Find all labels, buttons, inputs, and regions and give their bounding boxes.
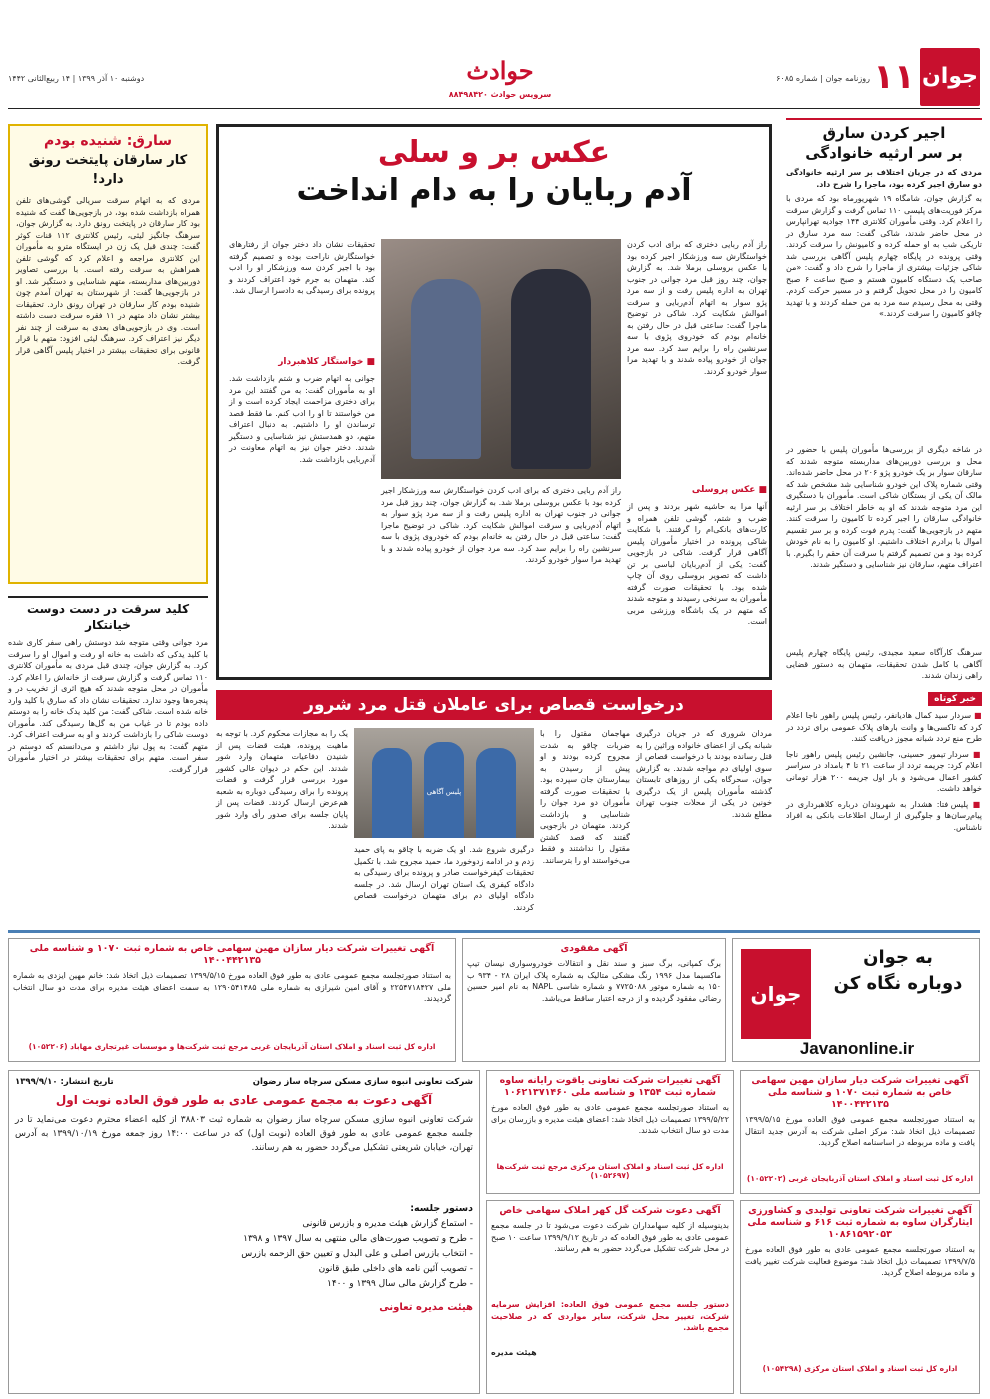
ad-davat-rezvan [8, 1070, 480, 1394]
brief-item: ■ سردار سید کمال هادیانفر، رئیس پلیس راهور ناجا اعلام کرد که تاکسی‌ها و وانت بارهای پلاک عمومی برای تردد در طرح منع تردد شبانه مجوز دریافت کنند. [786, 711, 982, 743]
ad-date: تاریخ انتشار: ۱۳۹۹/۹/۱۰ [15, 1077, 114, 1087]
story-kelid-serqat [8, 596, 208, 926]
issue-info: روزنامه جوان | شماره ۶۰۸۵ [776, 74, 870, 83]
agenda-item: - انتخاب بازرس اصلی و علی البدل و تعیین حق الزحمه بازرس [241, 1249, 473, 1259]
story-body: مردی که به اتهام سرقت سریالی گوشی‌های تلفن همراه بازداشت شده بود، در بازجویی‌ها گفت که شنیده بود کار سارقان در پایتخت رونق دارد. به گزارش جوان، سرهنگ جانگیز لیثی، رئیس کلانتری ۱۱۲ قنات کوثر گفت: چندی قبل یک زن در ایستگاه مترو به مأموران این کلانتری مراجعه و اعلام کرد که گوشی تلفن همراهش به سرقت رفته است. با بررسی تصاویر دوربین‌های مداربسته، متهم شناسایی و دستگیر شد. او در بازجویی‌ها گفت: از شهرستان به تهران آمدم چون شنیده بودم کار سارقان در تهران رونق دارد. تحقیقات بیشتر نشان داد متهم در ۱۱ فقره سرقت دست داشته است. وی در بازجویی‌های بعدی به سرقت از چند نفر دیگر نیز اعتراف کرد. سرهنگ لیثی افزود: متهم با قرار قانونی برای تحقیقات بیشتر در اختیار پلیس آگاهی قرار گرفت. [16, 196, 201, 366]
story-qesas [216, 690, 772, 926]
ad-title: آگهی تغییرات شرکت دیار سازان مهین سهامی خاص به شماره ثبت ۱۰۷۰ و شناسه ملی ۱۴۰۰۴۴۲۱۳۵ [751, 1075, 969, 1110]
headline-line1: عکس بر و سلی [377, 135, 611, 170]
ad-agenda-list [15, 1217, 473, 1292]
ad-footer: اداره کل ثبت اسناد و املاک استان آذربایجان غربی مرجع ثبت شرکت‌ها و موسسات غیرتجاری مهاباد (۱۰۵۲۲۰۶) [28, 1042, 436, 1051]
brief-item: ■ پلیس فتا: هشدار به شهروندان درباره کلاهبرداری در پیام‌رسان‌ها و جلوگیری از ارسال اطلاعات بانکی به افراد ناشناس. [786, 799, 982, 832]
story-col-1: راز آدم ربایی دختری که برای ادب کردن خواستگارش سه ورزشکار اجیر کرده بود با عکس بروسلی برملا شد. به گزارش جوان، چند روز قبل مرد جوانی در جنوب تهران به اداره پلیس رفت و از سه مرد پژو سوار به اتهام آدم‌ربایی و سرقت اموالش شکایت کرد. شاکی در توضیح ماجرا گفت: ساعتی قبل در حال رفتن به خانه‌ام بودم که خودروی پژوی با سه سرنشین راه را برایم سد کرد. سه مرد جوان از خودرو پیاده شدند و با تهدید مرا سوار خودرو کردند. [627, 240, 767, 376]
story-col-4: یک را به مجازات محکوم کرد. با توجه به ماهیت پرونده، هیئت قضات پس از شنیدن دفاعیات متهمان وارد شور شدند. این حکم در دیوان عالی کشور مورد بررسی قرار گرفت و قضات پرونده را برای رسیدگی دوباره به شعبه هم‌عرض ارسال کردند. قضات پس از پایان جلسه برای صدور رأی وارد شور شدند. [216, 729, 348, 830]
agenda-item: - استماع گزارش هیئت مدیره و بازرس قانونی [302, 1219, 473, 1229]
ad-agenda-title: دستور جلسه: [410, 1203, 473, 1214]
promo-text: به جوان دوباره نگاه کن [833, 947, 963, 994]
agenda-item: - طرح گزارش مالی سال ۱۳۹۹ و ۱۴۰۰ [327, 1279, 473, 1289]
ad-title: آگهی تغییرات شرکت تعاونی یاقوت رایانه ساوه شماره ثبت ۱۳۵۴ و شناسه ملی ۱۰۶۲۱۳۷۱۴۶۰ [499, 1075, 721, 1098]
ad-header [15, 1077, 473, 1087]
story-col-3: جوانی به اتهام ضرب و شتم بازداشت شد. او به مأموران گفت: به من گفتند این مرد برای دختری مزاحمت ایجاد کرده است و از من خواستند تا او را ادب کنم. ما فقط قصد ترساندن او را داشتیم. به دنبال اعتراف متهم، دو همدستش نیز شناسایی و دستگیر شدند. دختر جوان نیز به اتهام معاونت در آدم‌ربایی بازداشت شد. [229, 374, 375, 464]
agenda-item: - طرح و تصویب صورت‌های مالی منتهی به سال ۱۳۹۷ و ۱۳۹۸ [243, 1234, 473, 1244]
page-number: ۱۱ [873, 57, 915, 97]
ad-title: آگهی مفقودی [560, 943, 628, 954]
story-title-line1: اجیر کردن سارق [822, 124, 946, 142]
story-title-line2: بر سر ارثیه خانوادگی [805, 144, 963, 162]
story-saregh-paytakht [8, 124, 208, 584]
story-body-2: در شاخه دیگری از بررسی‌ها مأموران پلیس با حضور در محل و بررسی دوربین‌های مداربسته متوجه شدند که سارقان سوار بر یک خودرو پژو ۲۰۶ در محل حاضر شده‌اند. وقتی شماره پلاک این خودرو شناسایی شد مشخص شد که مالک آن یکی از بستگان شاکی است. مأموران با دستگیری این مرد متوجه شدند که او به خاطر اختلاف بر سر ارثیه خانوادگی سارقان را اجیر کرده تا کامیون را سرقت کنند. متهم در بازجویی‌ها گفت: پدرم فوت کرده و بر سر تقسیم اموال با برادرم اختلاف داشتیم. او کامیون را به نام خودش کرده بود و من تصمیم گرفتم با سرقت آن حقم را بگیرم. با اعتراف متهم، سارقان نیز شناسایی و دستگیر شدند. [786, 445, 982, 569]
story-photo [381, 239, 621, 479]
header-divider [8, 108, 980, 109]
ad-title: آگهی دعوت شرکت گل کهر املاک سهامی خاص [499, 1205, 721, 1216]
ad-davat-golkahar [486, 1200, 734, 1394]
ad-company: شرکت تعاونی انبوه سازی مسکن سرچاه ساز رضوان [252, 1077, 473, 1087]
section-title: حوادث [466, 56, 534, 85]
story-title: درخواست قصاص برای عاملان قتل مرد شرور [216, 690, 772, 720]
story-col-2: مهاجمان مقتول را با ضربات چاقو به شدت مجروح کرده بودند و او پیش از رسیدن به بیمارستان جان سپرده بود. با تحقیقات صورت گرفته مأموران دو مرد جوان را شناسایی و بازداشت کردند. متهمان در بازجویی گفتند که قصد کشتن مقتول را نداشتند و فقط می‌خواستند او را بترسانند. [540, 729, 630, 865]
story-subhead: ■ خواستگار کلاهبردار [278, 357, 375, 367]
ad-sign: هیئت مدیره تعاونی [379, 1302, 473, 1313]
story-title: کلید سرقت در دست دوست خیانتکار [8, 596, 208, 633]
photo-caption: ■ عکس پروسلی [691, 485, 767, 495]
ad-body: به استناد صورتجلسه مجمع عمومی عادی به طور فوق العاده مورخ ۱۳۹۹/۷/۵ تصمیمات ذیل اتخاذ شد: موضوع فعالیت شرکت تغییر یافت و ماده مربوطه اصلاح گردید. [745, 1245, 975, 1277]
story-headline [279, 135, 709, 211]
promo-url[interactable]: Javanonline.ir [799, 1039, 915, 1058]
ad-agenda: دستور جلسه مجمع عمومی فوق العاده: افزایش سرمایه شرکت، تغییر محل شرکت، سایر مواردی که در صلاحیت مجمع باشد. [491, 1300, 729, 1332]
story-body-1: به گزارش جوان، شامگاه ۱۹ شهریورماه بود که مردی با مرکز فوریت‌های پلیسی ۱۱۰ تماس گرفت و گزارش سرقت را اعلام کرد. وقتی مأموران کلانتری ۱۴۴ جوادیه تهرانپارس در محل حاضر شدند، شاکی گفت: سه مرد سارق در تاریکی شب به او حمله کرده و کامیونش را سرقت کردند. وقتی پرونده در پایگاه چهارم پلیس آگاهی بررسی شد شاکی جزئیات بیشتری از ماجرا را شرح داد و گفت: «من صاحب یک دستگاه کامیون هستم و صبح ساعت ۶ صبح کامیون را در محل تحویل گرفتم و در مسیر حرکت کردم. وقتی به محل رسیدم سه مرد به من حمله کردند و با تهدید چاقو کامیون را سرقت کردند.» [786, 194, 983, 318]
story-title-line2: کار سارقان پایتخت رونق دارد! [28, 153, 188, 187]
story-bruce-lee-box [216, 124, 772, 680]
story-col-2: راز آدم ربایی دختری که برای ادب کردن خواستگارش سه ورزشکار اجیر کرده بود با عکس بروسلی برملا شد. به گزارش جوان، چند روز قبل مرد جوانی در جنوب تهران به اداره پلیس رفت و از سه مرد پژو سوار به اتهام آدم‌ربایی و سرقت اموالش شکایت کرد. شاکی در توضیح ماجرا گفت: ساعتی قبل در حال رفتن به خانه‌ام بودم که خودروی پژوی با سه سرنشین راه را برایم سد کرد. سه مرد جوان از خودرو پیاده شدند و با تهدید مرا سوار خودرو کردند. [381, 486, 621, 564]
ad-body: به استناد صورتجلسه مجمع عمومی عادی به طور فوق العاده مورخ ۱۳۹۹/۵/۲۲ تصمیمات ذیل اتخاذ شد: اعضای هیئت مدیره و بازرسان برای مدت دو سال انتخاب شدند. [491, 1103, 729, 1135]
ad-body: برگ کمپانی، برگ سبز و سند نقل و انتقالات خودروسواری نیسان تیپ ماکسیما مدل ۱۹۹۶ رنگ مشکی متالیک به شماره پلاک ایران ۲۸ - ۹۳۴ ب ۱۵۰ به شماره موتور ۷۷۲۵۰۸۸ و شماره شاسی NAPL به نام امیر حسین رضائی مفقود گردیده و از درجه اعتبار ساقط می‌باشد. [467, 959, 722, 1003]
story-col-1-cont: آنها مرا به حاشیه شهر بردند و پس از ضرب و شتم، گوشی تلفن همراه و کارت‌های بانکی‌ام را گرفتند. با شکایت شاکی پرونده در اختیار مأموران پلیس آگاهی قرار گرفت. شاکی در بازجویی گفت: یکی از آدم‌ربایان لباسی بر تن داشت که تصویر بروسلی روی آن چاپ شده بود. با تحقیقات صورت گرفته مأموران به سرنخی رسیدند و متوجه شدند که متهم در یک باشگاه ورزشی مربی است. [627, 502, 767, 626]
ad-body: شرکت تعاونی انبوه سازی مسکن سرچاه ساز رضوان به شماره ثبت ۳۸۸۰۳ از کلیه اعضاء محترم دعوت می‌نماید تا در جلسه مجمع عمومی عادی به طور فوق العاده (نوبت اول) که در ساعت ۱۴:۰۰ روز جمعه مورخ ۱۳۹۹/۱۰/۱۹ به آدرس تهران، خیابان شریعتی تشکیل می‌گردد حضور به هم رسانند. [15, 1115, 473, 1153]
ad-footer: اداره کل ثبت اسناد و املاک استان مرکزی مرجع ثبت شرکت‌ها (۱۰۵۲۶۹۷) [496, 1162, 724, 1180]
story-title-line1: سارق: شنیده بودم [44, 133, 172, 149]
ad-tagheerat-yaqoot [486, 1070, 734, 1194]
ad-mafqoodi [462, 938, 726, 1062]
story-lead: مردی که در جریان اختلاف بر سر ارثیه خانوادگی دو سارق اجیر کرده بود، ماجرا را شرح داد. [786, 168, 982, 189]
promo-javanonline[interactable] [732, 938, 980, 1062]
photo-label: پلیس آگاهی [426, 788, 462, 796]
headline-line2: آدم ربایان را به دام انداخت [296, 173, 692, 208]
story-saregh-ersie [786, 118, 983, 680]
ad-title: آگهی تغییرات شرکت دیار سازان مهین سهامی خاص به شماره ثبت ۱۰۷۰ و شناسه ملی ۱۴۰۰۴۴۲۱۳۵ [29, 943, 435, 966]
brief-news-box [786, 686, 982, 926]
ad-body: بدینوسیله از کلیه سهامداران شرکت دعوت می‌شود تا در جلسه مجمع عمومی عادی به طور فوق العاده که در تاریخ ۱۳۹۹/۹/۱۲ ساعت ۱۰ صبح در محل شرکت تشکیل می‌گردد حضور به هم رسانند. [491, 1221, 729, 1253]
ad-tagheerat-diyar-2 [740, 1070, 980, 1194]
promo-logo: جوان [741, 949, 811, 1039]
ad-tagheerat-isargaran [740, 1200, 980, 1394]
story-col-4: تحقیقات نشان داد دختر جوان از رفتارهای خواستگارش ناراحت بوده و تصمیم گرفته بود با اجیر کردن سه ورزشکار او را ادب کند. متهمان به جرم خود اعتراف کردند و پرونده برای رسیدگی به دادسرا ارسال شد. [229, 240, 375, 295]
ad-body: به استناد صورتجلسه مجمع عمومی عادی به طور فوق العاده مورخ ۱۳۹۹/۵/۱۵ تصمیمات ذیل اتخاذ شد: خانم مهین ایزدی به شماره ملی ۲۲۵۴۷۱۸۴۲۷ و آقای امین شیرازی به شماره ملی ۱۲۹۰۵۴۱۴۸۵ به سمت اعضای هیئت مدیره برای مدت دو سال انتخاب گردیدند. [13, 971, 451, 1003]
ads-divider [8, 930, 980, 933]
date-line: دوشنبه ۱۰ آذر ۱۳۹۹ | ۱۴ ربیع‌الثانی ۱۴۴۲ [8, 74, 145, 83]
ad-sign: هیئت مدیره [491, 1348, 537, 1357]
ad-tagheerat-diyar [8, 938, 456, 1062]
service-line: سرویس حوادث ۸۸۴۹۸۴۲۰ [448, 90, 552, 99]
story-col-3: درگیری شروع شد. او یک ضربه با چاقو به پای حمید زدم و در ادامه زدوخورد ما، حمید مجروح شد. با تکمیل تحقیقات کیفرخواست صادر و پرونده برای رسیدگی به دادگاه کیفری یک استان تهران ارسال شد. در جلسه دادگاه اولیای دم برای متهمان درخواست قصاص کردند. [354, 845, 534, 912]
ad-footer: اداره کل ثبت اسناد و املاک استان مرکزی (۱۰۵۴۲۹۸) [762, 1364, 958, 1373]
story-photo [354, 728, 534, 838]
story-body: مرد جوانی وقتی متوجه شد دوستش راهی سفر کاری شده با کلید یدکی که داشت به خانه او رفت و اموال او را سرقت کرد. به گزارش جوان، چندی قبل مردی به مأموران کلانتری ۱۱۰ تماس گرفت و گزارش سرقت از خانه‌اش را اعلام کرد. مأموران در محل متوجه شدند که هیچ اثری از تخریب در و پنجره‌ها وجود ندارد. تحقیقات نشان داد که سارق با کلید وارد خانه شده است. شاکی گفت: من کلید یدک خانه را به دوستم داده بودم تا در غیاب من به گل‌ها رسیدگی کند. مأموران دوست شاکی را بازداشت کردند و او به سرقت اعتراف کرد. متهم گفت: به پول نیاز داشتم و می‌دانستم که دوستم در سفر است. متهم برای تحقیقات بیشتر در اختیار مأموران قرار گرفت. [8, 638, 208, 774]
logo [920, 48, 980, 106]
story-body-3: سرهنگ کارآگاه سعید مجیدی، رئیس پایگاه چهارم پلیس آگاهی با کامل شدن تحقیقات، متهمان به دستور قضایی راهی زندان شدند. [786, 648, 982, 680]
agenda-item: - تصویب آئین نامه های داخلی طبق قانون [318, 1264, 473, 1274]
logo-text: جوان [922, 64, 978, 89]
ad-footer: اداره کل ثبت اسناد و املاک استان آذربایجان غربی (۱۰۵۲۲۰۲) [746, 1174, 974, 1183]
brief-item: ■ سردار تیمور حسینی، جانشین رئیس پلیس راهور ناجا اعلام کرد: جریمه تردد از ساعت ۲۱ تا ۴ بامداد در سراسر کشور اعمال می‌شود و بار اول جریمه ۲۰۰ هزار تومانی خواهد داشت. [786, 749, 983, 793]
ad-title: آگهی دعوت به مجمع عمومی عادی به طور فوق العاده نوبت اول [55, 1093, 433, 1107]
brief-label: خبر کوتاه [928, 692, 982, 706]
ad-title: آگهی تغییرات شرکت تعاونی تولیدی و کشاورزی ایثارگران ساوه به شماره ثبت ۶۱۶ و شناسه ملی ۱۰۸۶۱۵۹۲۰۵۳ [747, 1205, 973, 1240]
ad-body: به استناد صورتجلسه مجمع عمومی فوق العاده مورخ ۱۳۹۹/۵/۱۵ تصمیمات ذیل اتخاذ شد: مرکز اصلی شرکت به آدرس جدید انتقال یافت و ماده مربوطه در اساسنامه اصلاح گردید. [745, 1115, 975, 1147]
story-col-1: مردان شروری که در جریان درگیری شبانه یکی از اعضای خانواده وراثین را به قتل رسانده بودند با درخواست قصاص از سوی اولیای دم مواجه شدند. به گزارش جوان، سحرگاه یکی از روزهای تابستان گذشته مأموران پلیس از یک درگیری خونین در یکی از محلات جنوب تهران مطلع شدند. [636, 729, 772, 819]
